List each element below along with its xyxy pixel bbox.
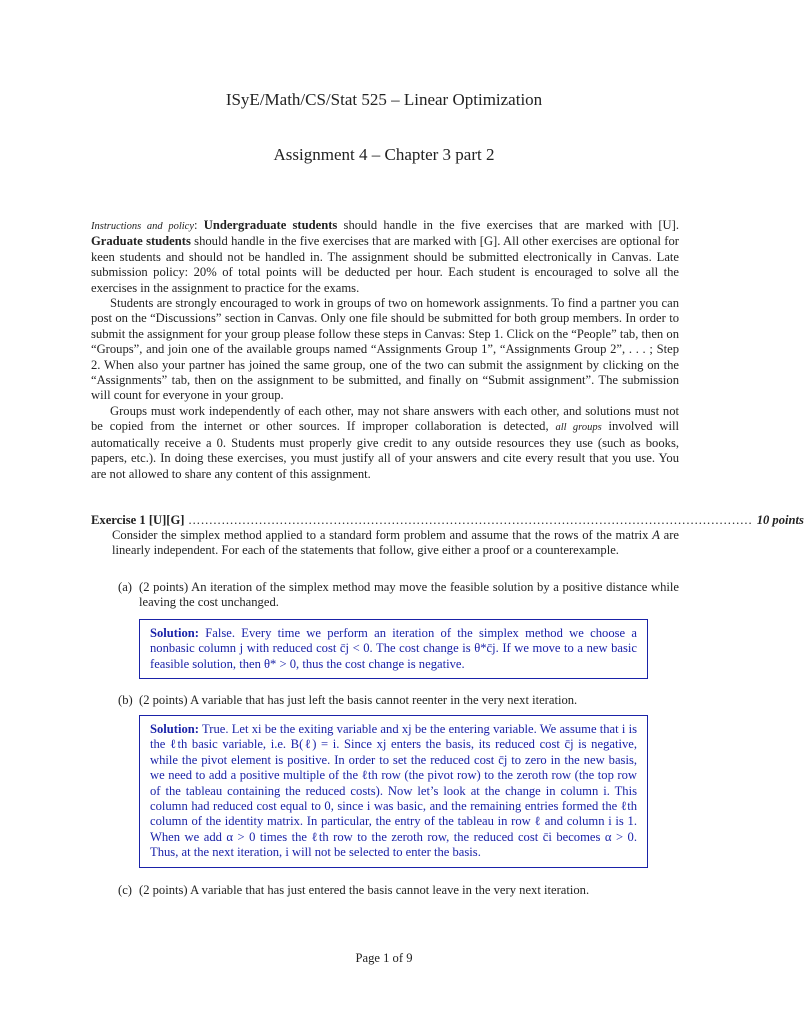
assignment-title: Assignment 4 – Chapter 3 part 2 [273, 145, 495, 164]
solution-a-text: False. Every time we perform an iteration of the simplex method we choose a nonbasic column j with reduced cost c̄j < 0. The cost change is θ*c̄j. If we move to a new basic feasible solution, then θ* > 0, thus the cost change is negative. [150, 626, 637, 671]
instructions-section [91, 218, 679, 482]
part-a [118, 580, 679, 611]
solution-a-label: Solution: [150, 626, 199, 640]
grad-label: Graduate students [91, 234, 191, 249]
solution-b-label: Solution: [150, 722, 199, 736]
instructions-text: should handle in the five exercises that are marked with [G]. All other exercises are optional for keen students and should not be handled in. The assignment should be submitted electronically in Canvas. Late submission policy: 20% of total points will be deducted per hour. Each student is encouraged to solve all the exercises in the assignment to practice for the exams. [91, 234, 679, 295]
instructions-paragraph-1 [91, 218, 679, 296]
undergrad-label: Undergraduate students [203, 218, 338, 232]
part-c-label: (c) [118, 883, 132, 897]
part-c [118, 883, 679, 898]
exercise-1-points: 10 points [756, 513, 804, 527]
part-a-text: (2 points) An iteration of the simplex method may move the feasible solution by a positive distance while leaving the cost unchanged. [139, 580, 679, 610]
matrix-symbol: A [652, 528, 660, 542]
solution-b-box [139, 715, 648, 868]
instructions-label: Instructions and policy [91, 221, 194, 232]
solution-a-box [139, 619, 648, 679]
course-title: ISyE/Math/CS/Stat 525 – Linear Optimization [225, 90, 543, 109]
instructions-text: : [194, 218, 204, 232]
instructions-text: should handle in the five exercises that are marked with [U]. [337, 218, 679, 232]
exercise-1-statement [112, 528, 679, 559]
part-b [118, 693, 679, 708]
solution-b-text: True. Let xi be the exiting variable and xj be the entering variable. We assume that i is the ℓth basic variable, i.e. B(ℓ) = i. Since xj enters the basis, its reduced cost c̄j is negative, while the pivot element is positive. In order to set the reduced cost c̄j to zero in the new basis, we need to add a positive multiple of the ℓth row (the pivot row) to the zeroth row (the top row of the tableau containing the reduced costs). Now let’s look at the change in column i. This column had reduced cost equal to 0, since i was basic, and the remaining entries formed the ℓth column of the identity matrix. In particular, the entry of the tableau in row ℓ and column i is 1. When we add α > 0 times the ℓth row to the zeroth row, the reduced cost c̄i becomes α > 0. Thus, at the next iteration, i will not be selected to enter the basis. [150, 722, 637, 860]
statement-text: Consider the simplex method applied to a standard form problem and assume that the rows of the matrix [112, 528, 653, 542]
leader-dots: ........................................................................................................................................ [188, 513, 753, 527]
page-number: Page 1 of 9 [355, 951, 413, 965]
statement-text: are linearly independent. For each of the statements that follow, give either a proof or a counterexample. [112, 528, 680, 558]
instructions-text: involved will automatically receive a 0. Students must properly give credit to any outside resources they use (such as books, papers, etc.). In doing these exercises, you must justify all of your answers and cite every result that you use. You are not allowed to share any content of this assignment. [91, 419, 679, 481]
exercise-1-title: Exercise 1 [U][G] [91, 513, 185, 527]
instructions-paragraph-3 [91, 404, 679, 482]
part-c-text: (2 points) A variable that has just entered the basis cannot leave in the very next iteration. [139, 883, 590, 897]
exercise-1-heading [91, 513, 804, 528]
part-a-label: (a) [118, 580, 132, 594]
instructions-paragraph-2: Students are strongly encouraged to work in groups of two on homework assignments. To find a partner you can post on the “Discussions” section in Canvas. Only one file should be submitted for both group members. In order to submit the assignment for your group please follow these steps in Canvas: Step 1. Click on the “People” tab, then on “Groups”, and join one of the available groups named “Assignments Group 1”, “Assignments Group 2”, . . . ; Step 2. When also your partner has joined the same group, one of the two can submit the assignment by clicking on the “Assignments” tab, then on the assignment to be submitted, and finally on “Submit assignment”. The submission will count for everyone in your group. [91, 296, 679, 403]
all-groups-emphasis: all groups [555, 422, 602, 434]
part-b-text: (2 points) A variable that has just left the basis cannot reenter in the very next iteration. [139, 693, 578, 707]
instructions-text: Groups must work independently of each other, may not share answers with each other, and solutions must not be copied from the internet or other sources. If improper collaboration is detected, [91, 403, 679, 434]
part-b-label: (b) [118, 693, 133, 707]
